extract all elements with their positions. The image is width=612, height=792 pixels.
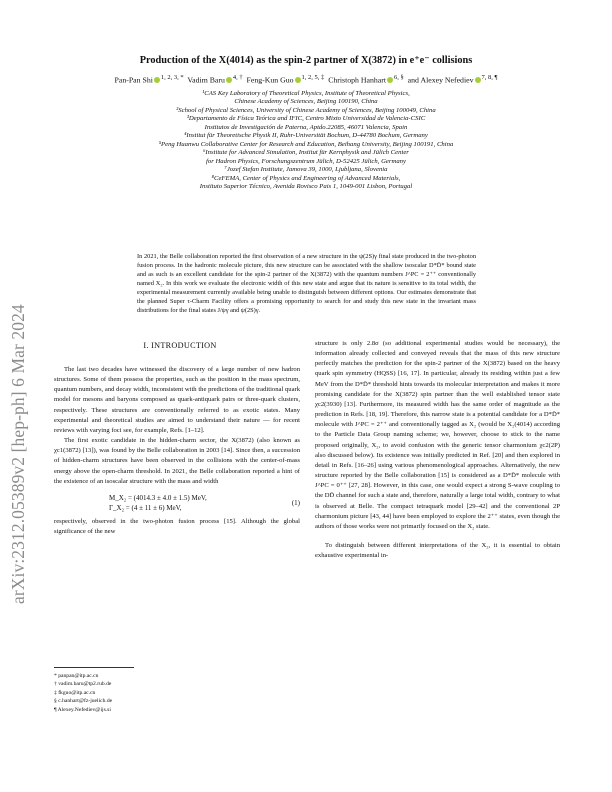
paragraph: The first exotic candidate in the hidden-charm sector, the X(3872) (also known as χc1(3872) [13]), was found by the Belle collaboration in 2003 [14]. Since then, a succession of hidden-charm structures have been observed in the collisions with the center-of-mass energy above the open-charm threshold. In 2021, the Belle collaboration reported a hint of the existence of an isoscalar structure with the mass and width bbox=[54, 437, 300, 485]
arxiv-identifier-text: arXiv:2312.05389v2 [hep-ph] 6 Mar 2024 bbox=[8, 304, 28, 604]
equation bbox=[54, 487, 300, 517]
author-name: Vadim Baru bbox=[187, 75, 225, 85]
orcid-icon[interactable] bbox=[387, 77, 393, 83]
footnote-email[interactable]: * panpan@itp.ac.cn bbox=[54, 673, 99, 679]
footnote-divider bbox=[54, 667, 134, 668]
affiliation-line: Chinese Academy of Sciences, Beijing 100190, China bbox=[234, 98, 378, 106]
author-name: Christoph Hanhart bbox=[328, 75, 387, 85]
author-marks: 6, § bbox=[394, 74, 404, 81]
paragraph: To distinguish between different interpretations of the X₂, it is essential to obtain exhaustive experimental in- bbox=[315, 541, 560, 560]
right-column bbox=[315, 339, 560, 561]
affiliation-line: for Hadron Physics, Forschungszentrum Jülich, D-52425 Jülich, Germany bbox=[206, 157, 406, 165]
author-marks: 1, 2, 5, ‡ bbox=[301, 74, 325, 81]
affiliation-line: ²School of Physical Sciences, University of Chinese Academy of Sciences, Beijing 100049, China bbox=[176, 106, 436, 114]
section-heading: I. INTRODUCTION bbox=[143, 341, 217, 350]
equation-line: Γ_X₂ = (4 ± 11 ± 6) MeV, bbox=[109, 503, 182, 512]
paragraph: The last two decades have witnessed the discovery of a large number of new hadron structures. Some of them possess the properties, such as the position in the mass spectrum, quantum numbers, and decay width, inconsistent with the predictions of the traditional quark model for mesons and baryons composed as quark-antiquark pairs or three-quark clusters, respectively. These structures are conventionally referred to as exotic states. Many experimental and theoretical studies are aimed to understand their nature — for recent reviews with varying foci see, for example, Refs. [1–12]. bbox=[54, 366, 300, 434]
affiliation-line: ⁸CeFEMA, Center of Physics and Engineering of Advanced Materials, bbox=[211, 174, 401, 182]
affiliation-line: ³Departamento de Física Teórica and IFIC, Centro Mixto Universidad de Valencia-CSIC bbox=[186, 115, 426, 123]
affiliation-line: ⁷Jozef Stefan Institute, Jamova 39, 1000, Ljubljana, Slovenia bbox=[224, 166, 388, 174]
equation-line: M_X₂ = (4014.3 ± 4.0 ± 1.5) MeV, bbox=[109, 493, 207, 502]
left-column bbox=[54, 365, 300, 537]
orcid-icon[interactable] bbox=[475, 77, 481, 83]
footnotes bbox=[54, 672, 300, 714]
author-name: and Alexey Nefediev bbox=[407, 75, 474, 85]
author-name: Feng-Kun Guo bbox=[246, 75, 294, 85]
author-marks: 7, 8, ¶ bbox=[481, 74, 498, 81]
footnote-email[interactable]: † vadim.baru@tp2.rub.de bbox=[54, 681, 112, 688]
paper-title: Production of the X(4014) as the spin-2 partner of X(3872) in e⁺e⁻ collisions bbox=[139, 55, 473, 66]
affiliation-line: ¹CAS Key Laboratory of Theoretical Physics, Institute of Theoretical Physics, bbox=[202, 90, 410, 97]
author-marks: 1, 2, 3, * bbox=[160, 74, 184, 81]
footnote-email[interactable]: ‡ fkguo@itp.ac.cn bbox=[54, 689, 96, 696]
affiliation-line: ⁵Peng Huanwu Collaborative Center for Research and Education, Beihang University, Beijing 100191, China bbox=[158, 140, 454, 148]
author-marks: 4, † bbox=[232, 74, 243, 81]
footnote-email[interactable]: § c.hanhart@fz-juelich.de bbox=[54, 698, 113, 705]
author-list bbox=[40, 73, 572, 86]
affiliation-list bbox=[60, 90, 552, 191]
equation-number: (1) bbox=[291, 498, 300, 507]
paragraph: structure is only 2.8σ (so additional experimental studies would be necessary), the information already collected and conveyed reveals that the mass of this new structure perfectly matches the prediction for the spin-2 partner of the X(3872) based on the heavy quark spin symmetry (HQSS) [16, 17]. In particular, already its residing within just a few MeV from the D*D̄* threshold hints towards its molecular interpretation and makes it more promising candidate for the X(3872) spin partner than the well established tensor state χc2(3930) [13]. Furthermore, its measured width has the same order of magnitude as the prediction in Refs. [18, 19]. Therefore, this narrow state is a potential candidate for a D*D̄* molecule with J^PC = 2⁺⁺ and conventionally tagged as X₂ (would be X₂(4014) according to the Particle Data Group naming scheme; we, however, choose to stick to the name proposed originally, X₂, to avoid confusion with the generic tensor charmonium χc2(2P) also discussed below). Its existence was initially predicted in Ref. [20] and then explored in detail in Refs. [16–26] using various phenomenological approaches. Alternatively, the new structure reported by the Belle collaboration [15] is considered as a D*D̄* molecule with J^PC = 0⁺⁺ [27, 28]. However, in this case, one would expect a strong S-wave coupling to the DD̄ channel for such a state and, therefore, naturally a large total width, contrary to what is observed at Belle. The compact tetraquark model [29–42] and the conventional 2P charmonium picture [43, 44] have been employed to explore the 2⁺⁺ states, even though the authors of those works were not primarily focused on the X₂ state. bbox=[315, 340, 560, 530]
affiliation-line: ⁴Institut für Theoretische Physik II, Ruhr-Universität Bochum, D-44780 Bochum, Germany bbox=[184, 132, 428, 140]
orcid-icon[interactable] bbox=[295, 77, 301, 83]
orcid-icon[interactable] bbox=[226, 77, 232, 83]
footnote-email[interactable]: ¶ Alexey.Nefediev@ijs.si bbox=[54, 706, 111, 713]
affiliation-line: Instituto Superior Técnico, Avenida Rovisco Pais 1, 1049-001 Lisbon, Portugal bbox=[199, 182, 413, 190]
abstract: In 2021, the Belle collaboration reported the first observation of a new structure in the ψ(2S)γ final state produced in the two-photon fusion process. In the hadronic molecule picture, this new structure can be associated with the shallow isoscalar D*D̄* bound state and as such is an excellent candidate for the spin-2 partner of the X(3872) with the quantum numbers J^PC = 2⁺⁺ conventionally named X₂. In this work we evaluate the electronic width of this new state and argue that its nature is sensitive to its total width, the experimental measurement currently available being unable to distinguish between different options. Our estimates demonstrate that the planned Super τ-Charm Facility offers a promising opportunity to search for and study this new state in the invariant mass distributions for the final states J/ψγ and ψ(2S)γ. bbox=[137, 253, 476, 315]
affiliation-line: ⁶Institute for Advanced Simulation, Institut für Kernphysik and Jülich Center bbox=[203, 149, 409, 157]
author-name: Pan-Pan Shi bbox=[114, 75, 153, 85]
paragraph: respectively, observed in the two-photon fusion process [15]. Although the global significance of the new bbox=[54, 517, 300, 536]
affiliation-line: Institutos de Investigación de Paterna, Aptdo.22085, 46071 Valencia, Spain bbox=[204, 123, 408, 131]
orcid-icon[interactable] bbox=[154, 77, 160, 83]
